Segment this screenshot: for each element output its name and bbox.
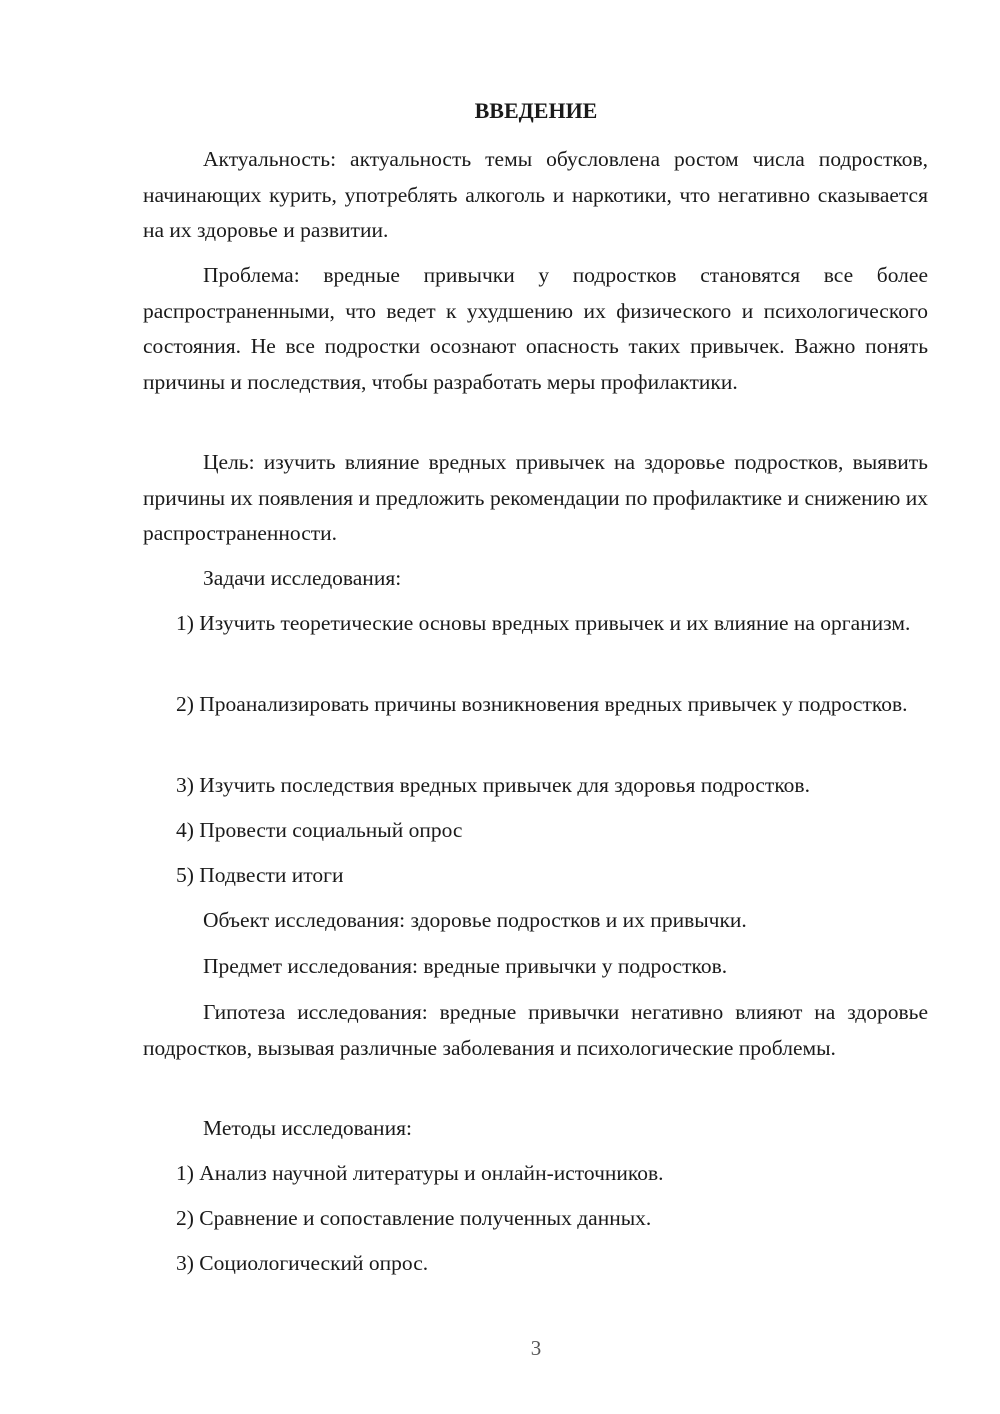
paragraph-hypothesis: Гипотеза исследования: вредные привычки негативно влияют на здоровье подростков, вызывая различные заболевания и психологические проблемы.: [143, 1000, 928, 1060]
method-item-1: 1) Анализ научной литературы и онлайн-источников.: [176, 1161, 664, 1185]
task-item-1: 1) Изучить теоретические основы вредных привычек и их влияние на организм.: [176, 611, 911, 635]
task-item-5: 5) Подвести итоги: [176, 863, 344, 887]
page-number: 3: [530, 1336, 542, 1360]
task-item-3: 3) Изучить последствия вредных привычек для здоровья подростков.: [176, 773, 810, 797]
paragraph-actuality: Актуальность: актуальность темы обусловлена ростом числа подростков, начинающих курить, употреблять алкоголь и наркотики, что негативно сказывается на их здоровье и развитии.: [143, 147, 928, 242]
paragraph-subject: Предмет исследования: вредные привычки у подростков.: [203, 954, 728, 978]
page-title: ВВЕДЕНИЕ: [474, 98, 598, 123]
method-item-3: 3) Социологический опрос.: [176, 1251, 429, 1275]
paragraph-object: Объект исследования: здоровье подростков и их привычки.: [203, 908, 747, 932]
task-item-2: 2) Проанализировать причины возникновения вредных привычек у подростков.: [176, 692, 908, 716]
tasks-heading: Задачи исследования:: [203, 566, 402, 590]
method-item-2: 2) Сравнение и сопоставление полученных данных.: [176, 1206, 652, 1230]
paragraph-problem: Проблема: вредные привычки у подростков становятся все более распространенными, что ведет к ухудшению их физического и психологического состояния. Не все подростки осознают опасность таких привычек. Важно понять причины и последствия, чтобы разработать меры профилактики.: [143, 263, 928, 394]
methods-heading: Методы исследования:: [203, 1116, 412, 1140]
task-item-4: 4) Провести социальный опрос: [176, 818, 463, 842]
paragraph-goal: Цель: изучить влияние вредных привычек на здоровье подростков, выявить причины их появления и предложить рекомендации по профилактике и снижению их распространенности.: [143, 450, 928, 545]
